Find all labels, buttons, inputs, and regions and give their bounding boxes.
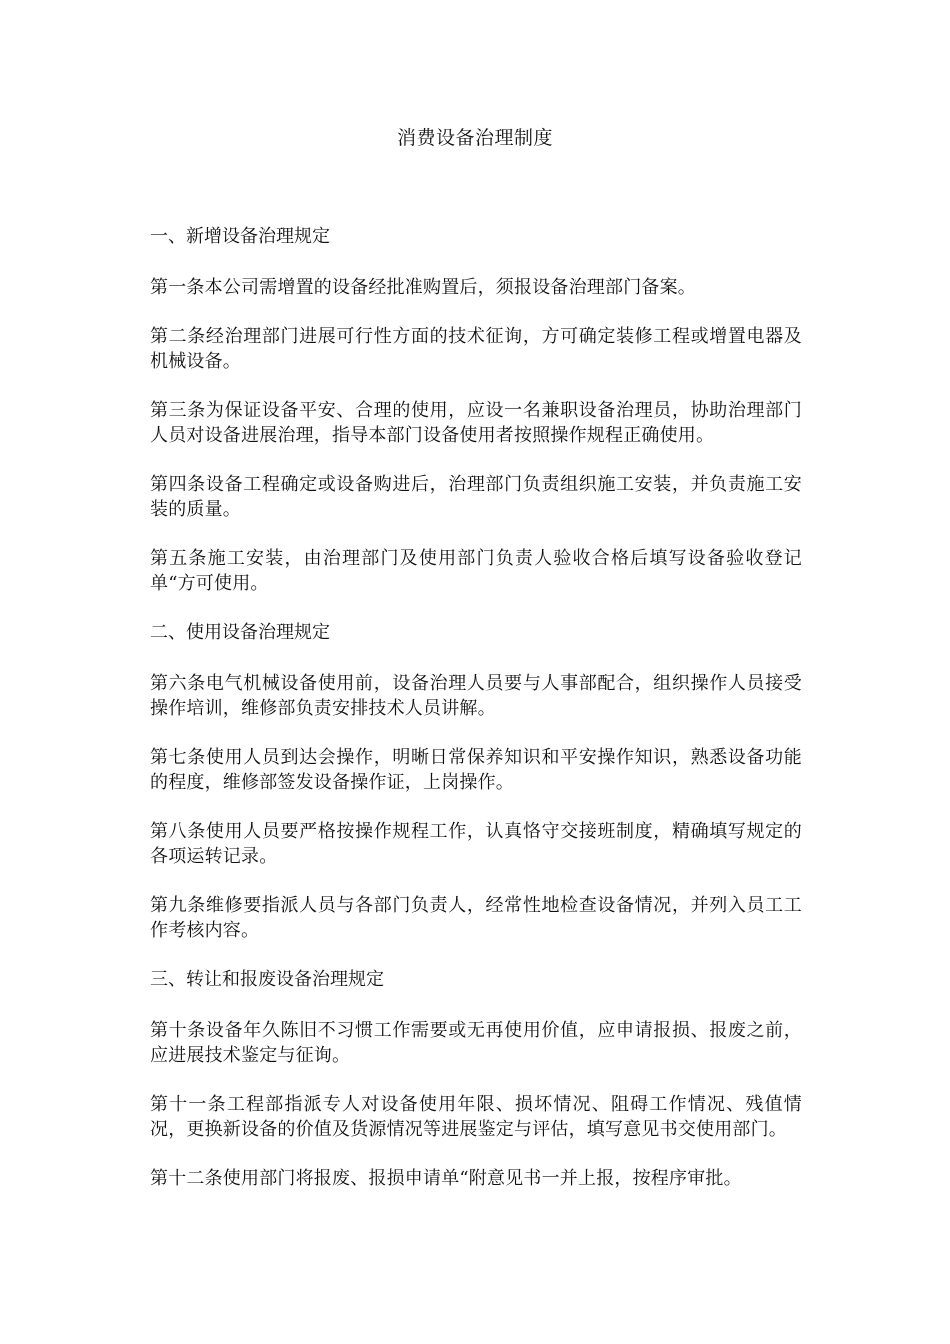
document-title: 消费设备治理制度: [396, 127, 553, 149]
article-4: 第四条设备工程确定或设备购进后，治理部门负责组织施工安装，并负责施工安装的质量。: [150, 474, 802, 520]
article-9: 第九条维修要指派人员与各部门负责人，经常性地检查设备情况，并列入员工工作考核内容。: [150, 895, 802, 941]
article-10: 第十条设备年久陈旧不习惯工作需要或无再使用价值，应申请报损、报废之前，应进展技术鉴定与征询。: [150, 1020, 802, 1066]
article-7: 第七条使用人员到达会操作，明晰日常保养知识和平安操作知识，熟悉设备功能的程度，维修部签发设备操作证，上岗操作。: [150, 747, 802, 793]
article-6: 第六条电气机械设备使用前，设备治理人员要与人事部配合，组织操作人员接受操作培训，维修部负责安排技术人员讲解。: [150, 673, 802, 719]
article-5: 第五条施工安装，由治理部门及使用部门负责人验收合格后填写设备验收登记单“方可使用。: [150, 548, 802, 594]
section-heading-equipment-use: 二、使用设备治理规定: [150, 622, 330, 643]
article-3: 第三条为保证设备平安、合理的使用，应设一名兼职设备治理员，协助治理部门人员对设备进展治理，指导本部门设备使用者按照操作规程正确使用。: [150, 400, 802, 446]
article-1: 第一条本公司需增置的设备经批准购置后，须报设备治理部门备案。: [150, 277, 696, 298]
section-heading-transfer-scrap: 三、转让和报废设备治理规定: [150, 969, 384, 990]
document-body: [150, 224, 802, 1215]
section-heading-new-equipment: 一、新增设备治理规定: [150, 226, 330, 247]
article-8: 第八条使用人员要严格按操作规程工作，认真恪守交接班制度，精确填写规定的各项运转记录。: [150, 821, 802, 867]
article-11: 第十一条工程部指派专人对设备使用年限、损坏情况、阻碍工作情况、残值情况，更换新设备的价值及货源情况等进展鉴定与评估，填写意见书交使用部门。: [150, 1094, 802, 1140]
article-2: 第二条经治理部门进展可行性方面的技术征询，方可确定装修工程或增置电器及机械设备。: [150, 326, 802, 372]
article-12: 第十二条使用部门将报废、报损申请单“附意见书一并上报，按程序审批。: [150, 1168, 742, 1189]
